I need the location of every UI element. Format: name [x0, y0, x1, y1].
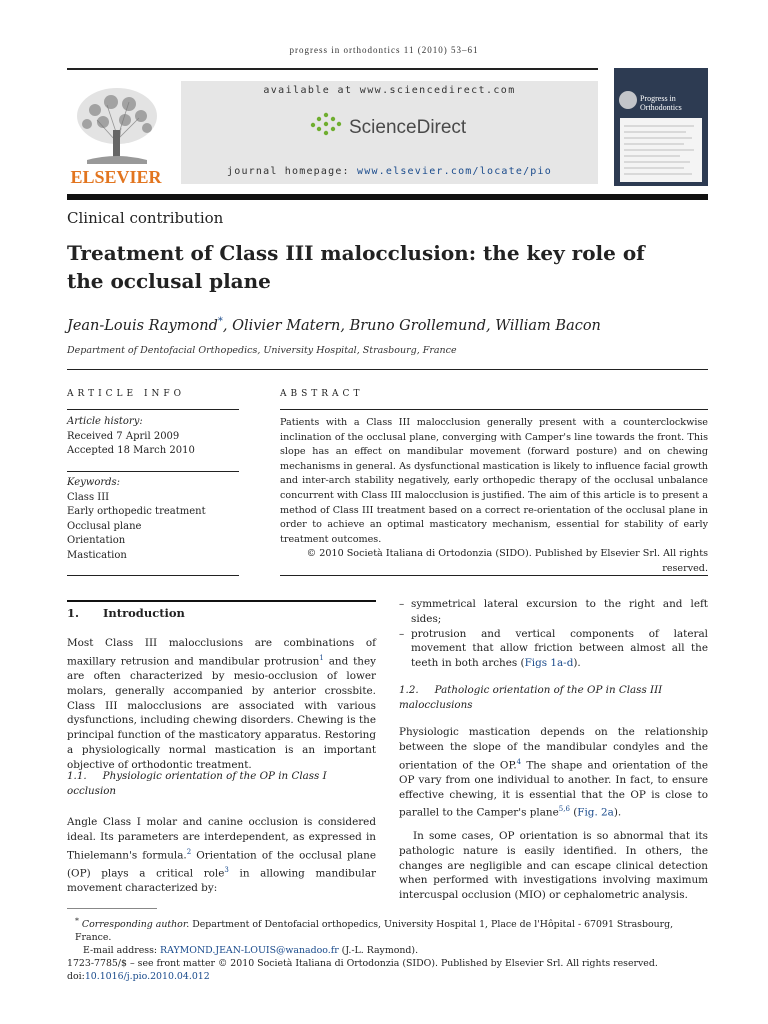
paragraph-text: The shape and orientation of the OP vary from one individual to another. In fact, to ensure effective chewing, it is essential that the OP is close to parallel to the Camper's plane — [399, 759, 708, 819]
citation-link[interactable]: 2 — [186, 847, 192, 856]
article-type: Clinical contribution — [67, 209, 224, 227]
keyword-item: Orientation — [67, 535, 126, 547]
homepage-link[interactable]: www.elsevier.com/locate/pio — [357, 166, 552, 177]
subsection-1-2-heading — [399, 683, 708, 713]
elsevier-tree-icon — [67, 80, 166, 185]
subsection-1-1-heading — [67, 769, 376, 799]
history-label: Article history: — [67, 416, 143, 427]
list-item-text: ). — [573, 657, 581, 670]
paragraph-text: Orientation of the occlusal plane (OP) plays a critical role — [67, 849, 376, 880]
list-item — [399, 627, 708, 671]
figure-link[interactable]: Figs 1a-d — [524, 657, 574, 670]
article-info-rule — [67, 409, 239, 410]
doi-line — [67, 970, 708, 983]
abstract-copyright: © 2010 Società Italiana di Ortodonzia (SIDO). Published by Elsevier Srl. All rights reserved. — [306, 548, 708, 574]
intro-text: and they are often characterized by mesio-occlusion of lower molars, generally accompanied by anterior crossbite. Class III malocclusions are associated with various dysfunctions, including chewing disorders. Chewing is the principal function of the masticatory apparatus. Restoring a physiologically normal mastication is an important objective of orthodontic treatment. — [67, 655, 376, 771]
journal-cover-image — [614, 68, 708, 186]
article-info-heading: ARTICLE INFO — [67, 389, 186, 399]
header-thick-rule — [67, 194, 708, 200]
homepage-label: journal homepage: — [227, 166, 350, 177]
abstract-bottom-rule — [280, 575, 708, 576]
footnotes — [67, 914, 708, 983]
citation-link[interactable]: 5,6 — [558, 805, 570, 814]
abstract-rule — [280, 409, 708, 410]
intro-paragraph — [67, 636, 376, 773]
paragraph-text: in allowing mandibular movement characterized by: — [67, 867, 376, 895]
movement-list — [399, 597, 708, 671]
history-rule — [67, 471, 239, 472]
elsevier-wordmark: ELSEVIER — [70, 167, 162, 185]
article-title: Treatment of Class III malocclusion: the key role of the occlusal plane — [67, 241, 645, 293]
figure-link[interactable]: Fig. 2a — [577, 806, 614, 819]
issn-line: 1723-7785/$ – see front matter © 2010 Società Italiana di Ortodonzia (SIDO). Published by Elsevier Srl. All rights reserved. — [67, 958, 658, 970]
email-link[interactable]: RAYMOND.JEAN-LOUIS@wanadoo.fr — [160, 945, 339, 957]
doi-link[interactable]: 10.1016/j.pio.2010.04.012 — [84, 971, 210, 983]
paragraph-text: ). — [613, 806, 622, 819]
citation-link[interactable]: 1 — [319, 653, 324, 662]
info-top-rule — [67, 369, 708, 370]
doi-label: doi: — [67, 971, 85, 983]
section-rule — [67, 600, 376, 602]
corresponding-mark[interactable]: * — [217, 316, 223, 327]
author-name: Jean-Louis Raymond — [67, 317, 218, 334]
abstract-text: Patients with a Class III malocclusion generally present with a counterclockwise inclination of the occlusal plane, converging with Camper's line towards the front. This slope has an effect on mandibular movement (forward posture) and on chewing mechanisms in general. As dysfunctional mastication is likely to influence facial growth and inter-arch stability negatively, early orthopedic therapy of the occlusal unbalance concurrent with Class III malocclusion is justified. The aim of this article is to present a method of Class III treatment based on a correct re-orientation of the occlusal plane in order to achieve an optimal masticatory mechanism, essential for stability of early treatment outcomes. — [280, 417, 708, 545]
paragraph-1-1 — [67, 815, 376, 896]
list-item-text: protrusion and vertical components of lateral movement that allow friction between almost all the teeth in both arches ( — [411, 627, 708, 670]
paragraph-text: Physiologic mastication depends on the relationship between the slope of the mandibular condyles and the orientation of the OP. — [399, 726, 708, 772]
email-label: E-mail address: — [83, 945, 161, 957]
keywords-block — [67, 476, 239, 564]
keyword-item: Class III — [67, 491, 110, 503]
top-rule — [67, 68, 598, 70]
subsection-title: Pathologic orientation of the OP in Class III malocclusions — [399, 684, 663, 711]
available-at-text: available at www.sciencedirect.com — [263, 85, 516, 96]
intro-text: Most Class III malocclusions are combinations of maxillary retrusion and mandibular protrusion — [67, 637, 376, 668]
section-number: 1. — [67, 606, 80, 620]
keywords-bottom-rule — [67, 575, 239, 576]
sciencedirect-wordmark: ScienceDirect — [349, 117, 467, 138]
running-head: progress in orthodontics 11 (2010) 53–61 — [289, 45, 479, 55]
email-suffix: (J.-L. Raymond). — [338, 945, 419, 957]
email-note — [67, 944, 708, 957]
paragraph-1-2 — [399, 725, 708, 821]
subsection-number: 1.2. — [399, 684, 419, 696]
paragraph-1-3: In some cases, OP orientation is so abnormal that its pathologic nature is easily identified. In others, the changes are negligible and can escape clinical detection when performed with investigations involving maximum intercuspal occlusion (MIO) or cephalometric analysis. — [399, 830, 708, 902]
subsection-number: 1.1. — [67, 770, 87, 782]
footnote-label: Corresponding author. — [81, 919, 190, 931]
received-date: Received 7 April 2009 — [67, 430, 180, 442]
list-item: – symmetrical lateral excursion to the right and left sides; — [399, 597, 708, 627]
footnote-address: Department of Dentofacial orthopedics, University Hospital 1, Place de l'Hôpital - 67091 Strasbourg, France. — [75, 919, 674, 944]
citation-link[interactable]: 3 — [224, 865, 229, 874]
journal-cover-title: Progress in Orthodontics — [640, 94, 682, 112]
subsection-title: Physiologic orientation of the OP in Class I occlusion — [67, 770, 327, 797]
sciencedirect-dots-icon — [309, 111, 343, 137]
corresponding-author-note — [67, 914, 708, 944]
journal-homepage — [181, 166, 598, 177]
abstract-heading: ABSTRACT — [280, 389, 364, 399]
keyword-item: Early orthopedic treatment — [67, 506, 206, 518]
keyword-item: Mastication — [67, 549, 127, 561]
right-column-list — [399, 597, 708, 671]
journal-cover — [614, 68, 708, 186]
sciencedirect-banner — [181, 81, 598, 184]
affiliation: Department of Dentofacial Orthopedics, University Hospital, Strasbourg, France — [67, 345, 457, 356]
author-names-rest: , Olivier Matern, Bruno Grollemund, William Bacon — [222, 317, 601, 334]
footnote-rule — [67, 908, 157, 909]
section-title: Introduction — [103, 606, 185, 620]
section-1-heading — [67, 606, 185, 620]
citation-link[interactable]: 4 — [516, 757, 522, 766]
paragraph-text: Angle Class I molar and canine occlusion is considered ideal. Its parameters are interdependent, as expressed in Thielemann's formula. — [67, 816, 376, 862]
abstract-body — [280, 416, 708, 577]
accepted-date: Accepted 18 March 2010 — [67, 445, 195, 457]
author-list — [67, 316, 601, 334]
article-history — [67, 415, 239, 459]
paragraph-text: ( — [569, 806, 578, 819]
footnote-mark: * — [75, 916, 79, 925]
keywords-label: Keywords: — [67, 477, 121, 488]
keyword-item: Occlusal plane — [67, 520, 142, 532]
elsevier-logo — [67, 80, 166, 185]
